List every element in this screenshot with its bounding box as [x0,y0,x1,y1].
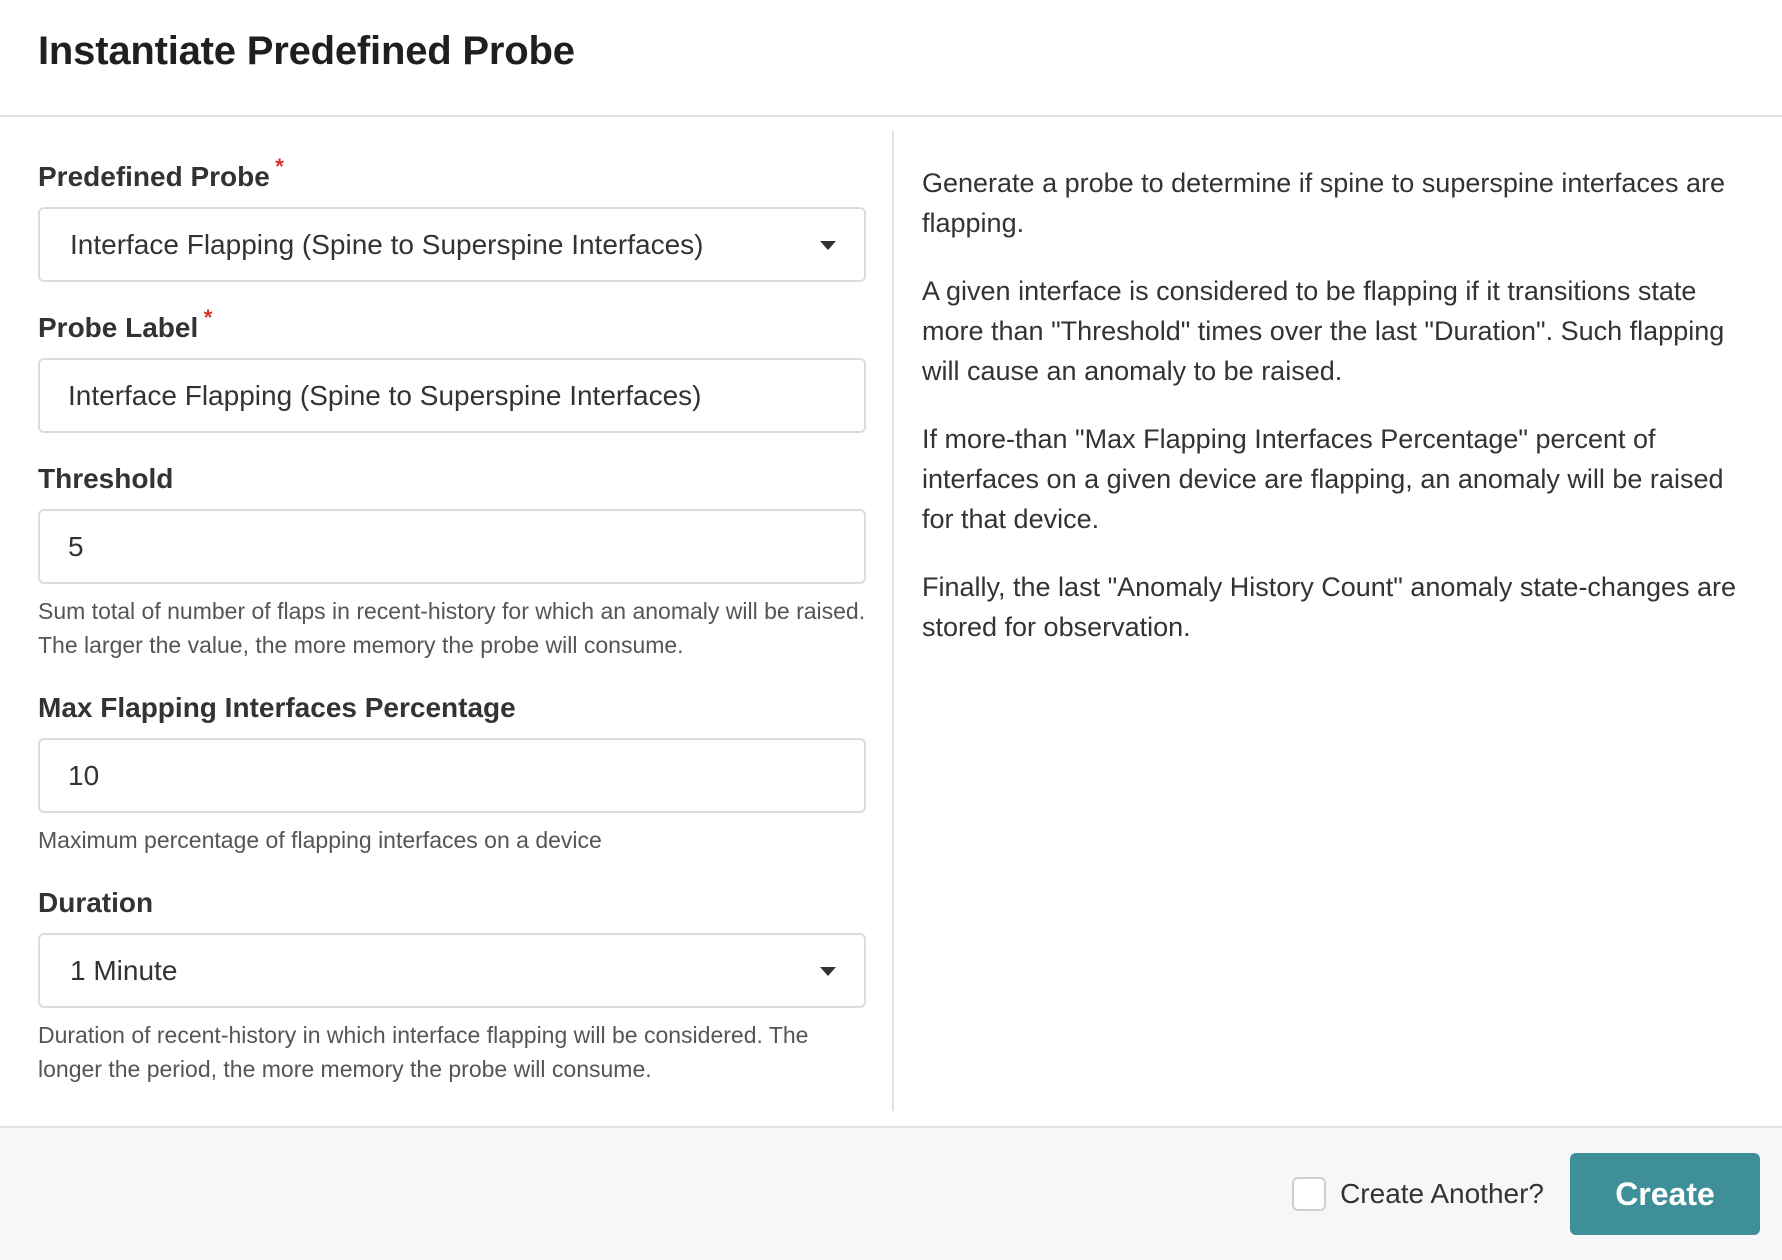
create-another-option[interactable] [1292,1177,1544,1211]
probe-label-input-value: Interface Flapping (Spine to Superspine Interfaces) [68,379,702,411]
duration-label: Duration [38,887,154,918]
probe-label-label [38,305,213,346]
description-paragraph: If more-than "Max Flapping Interfaces Percentage" percent of interfaces on a given device are flapping, an anomaly will be raised for that device. [922,424,1724,534]
probe-label-label-text: Probe Label [38,312,199,343]
create-button[interactable]: Create [1570,1153,1760,1235]
duration-select[interactable] [38,933,866,1008]
dialog-body [0,117,1782,1127]
duration-help-text: Duration of recent-history in which interface flapping will be considered. The longer the period, the more memory the probe will consume. [38,1022,809,1082]
dialog-title: Instantiate Predefined Probe [38,29,575,73]
predefined-probe-selected-value: Interface Flapping (Spine to Superspine Interfaces) [70,228,704,260]
threshold-input-value: 5 [68,530,84,562]
predefined-probe-label-text: Predefined Probe [38,161,270,192]
form-column [0,131,894,1111]
chevron-down-icon[interactable] [820,967,836,976]
chevron-down-icon[interactable] [820,241,836,250]
probe-description [894,131,1782,1127]
create-another-checkbox[interactable] [1292,1177,1326,1211]
max-flapping-input[interactable] [38,738,866,813]
description-paragraph: Generate a probe to determine if spine to superspine interfaces are flapping. [922,168,1725,238]
threshold-input[interactable] [38,509,866,584]
description-paragraph: A given interface is considered to be flapping if it transitions state more than "Threshold" times over the last "Duration". Such flapping will cause an anomaly to be raised. [922,276,1725,386]
predefined-probe-select[interactable] [38,207,866,282]
max-flapping-input-value: 10 [68,759,100,791]
threshold-field [38,433,864,662]
required-marker: * [203,305,213,330]
predefined-probe-label [38,154,284,195]
max-flapping-label: Max Flapping Interfaces Percentage [38,692,516,723]
probe-label-field [38,282,864,433]
description-paragraph: Finally, the last "Anomaly History Count" anomaly state-changes are stored for observation. [922,572,1737,642]
duration-selected-value: 1 Minute [70,954,178,986]
create-another-label[interactable]: Create Another? [1340,1178,1544,1209]
dialog-footer [0,1126,1782,1260]
threshold-label: Threshold [38,463,174,494]
predefined-probe-field [38,131,864,282]
threshold-help-text: Sum total of number of flaps in recent-history for which an anomaly will be raised. The larger the value, the more memory the probe will consume. [38,598,866,658]
max-flapping-help-text: Maximum percentage of flapping interfaces on a device [38,827,602,853]
dialog-header [0,0,1782,117]
required-marker: * [275,154,284,179]
max-flapping-field [38,662,864,857]
probe-label-input[interactable] [38,358,866,433]
duration-field [38,857,864,1086]
